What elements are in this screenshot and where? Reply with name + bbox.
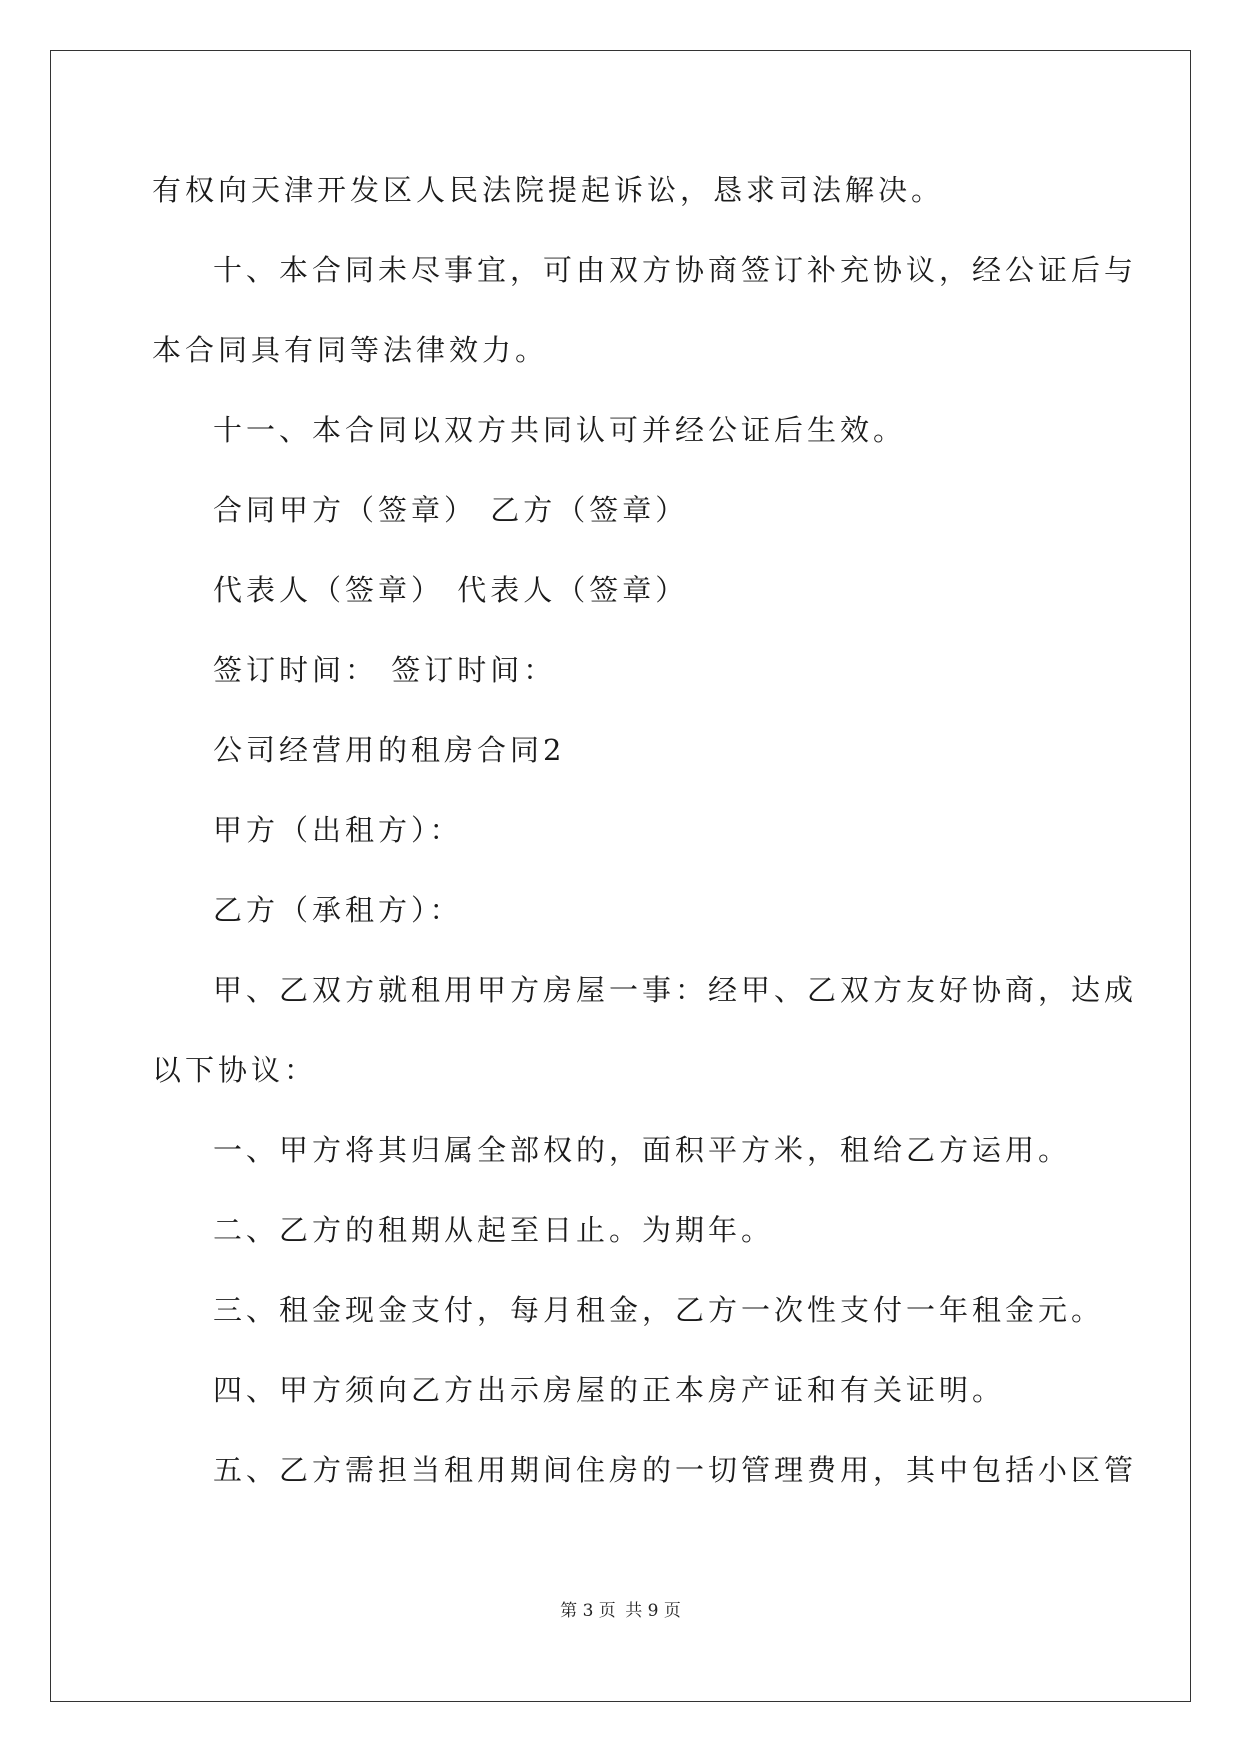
- text-line: 乙方（承租方）：: [213, 893, 463, 927]
- total-pages: 共 9 页: [625, 1601, 681, 1621]
- text-line: 签订时间： 签订时间：: [213, 653, 557, 687]
- text-line: 十、本合同未尽事宜，可由双方协商签订补充协议，经公证后与: [213, 253, 1138, 287]
- text-line: 甲、乙双方就租用甲方房屋一事：经甲、乙双方友好协商，达成: [213, 973, 1138, 1007]
- text-line: 一、甲方将其归属全部权的，面积平方米，租给乙方运用。: [213, 1133, 1072, 1167]
- text-line: 有权向天津开发区人民法院提起诉讼，恳求司法解决。: [152, 173, 945, 207]
- section-heading: 公司经营用的租房合同2: [213, 733, 566, 767]
- text-line: 甲方（出租方）：: [213, 813, 463, 847]
- text-line: 三、租金现金支付，每月租金，乙方一次性支付一年租金元。: [213, 1293, 1105, 1327]
- text-line: 二、乙方的租期从起至日止。为期年。: [213, 1213, 775, 1247]
- text-line: 以下协议：: [152, 1053, 318, 1087]
- text-line: 代表人（签章） 代表人（签章）: [213, 573, 689, 607]
- page-number: 第 3 页: [560, 1601, 616, 1621]
- text-line: 五、乙方需担当租用期间住房的一切管理费用，其中包括小区管: [213, 1453, 1138, 1487]
- text-line: 合同甲方（签章） 乙方（签章）: [213, 493, 689, 527]
- text-line: 四、甲方须向乙方出示房屋的正本房产证和有关证明。: [213, 1373, 1006, 1407]
- page-footer: [0, 1596, 1241, 1621]
- text-line: 十一、本合同以双方共同认可并经公证后生效。: [213, 413, 907, 447]
- text-line: 本合同具有同等法律效力。: [152, 333, 549, 367]
